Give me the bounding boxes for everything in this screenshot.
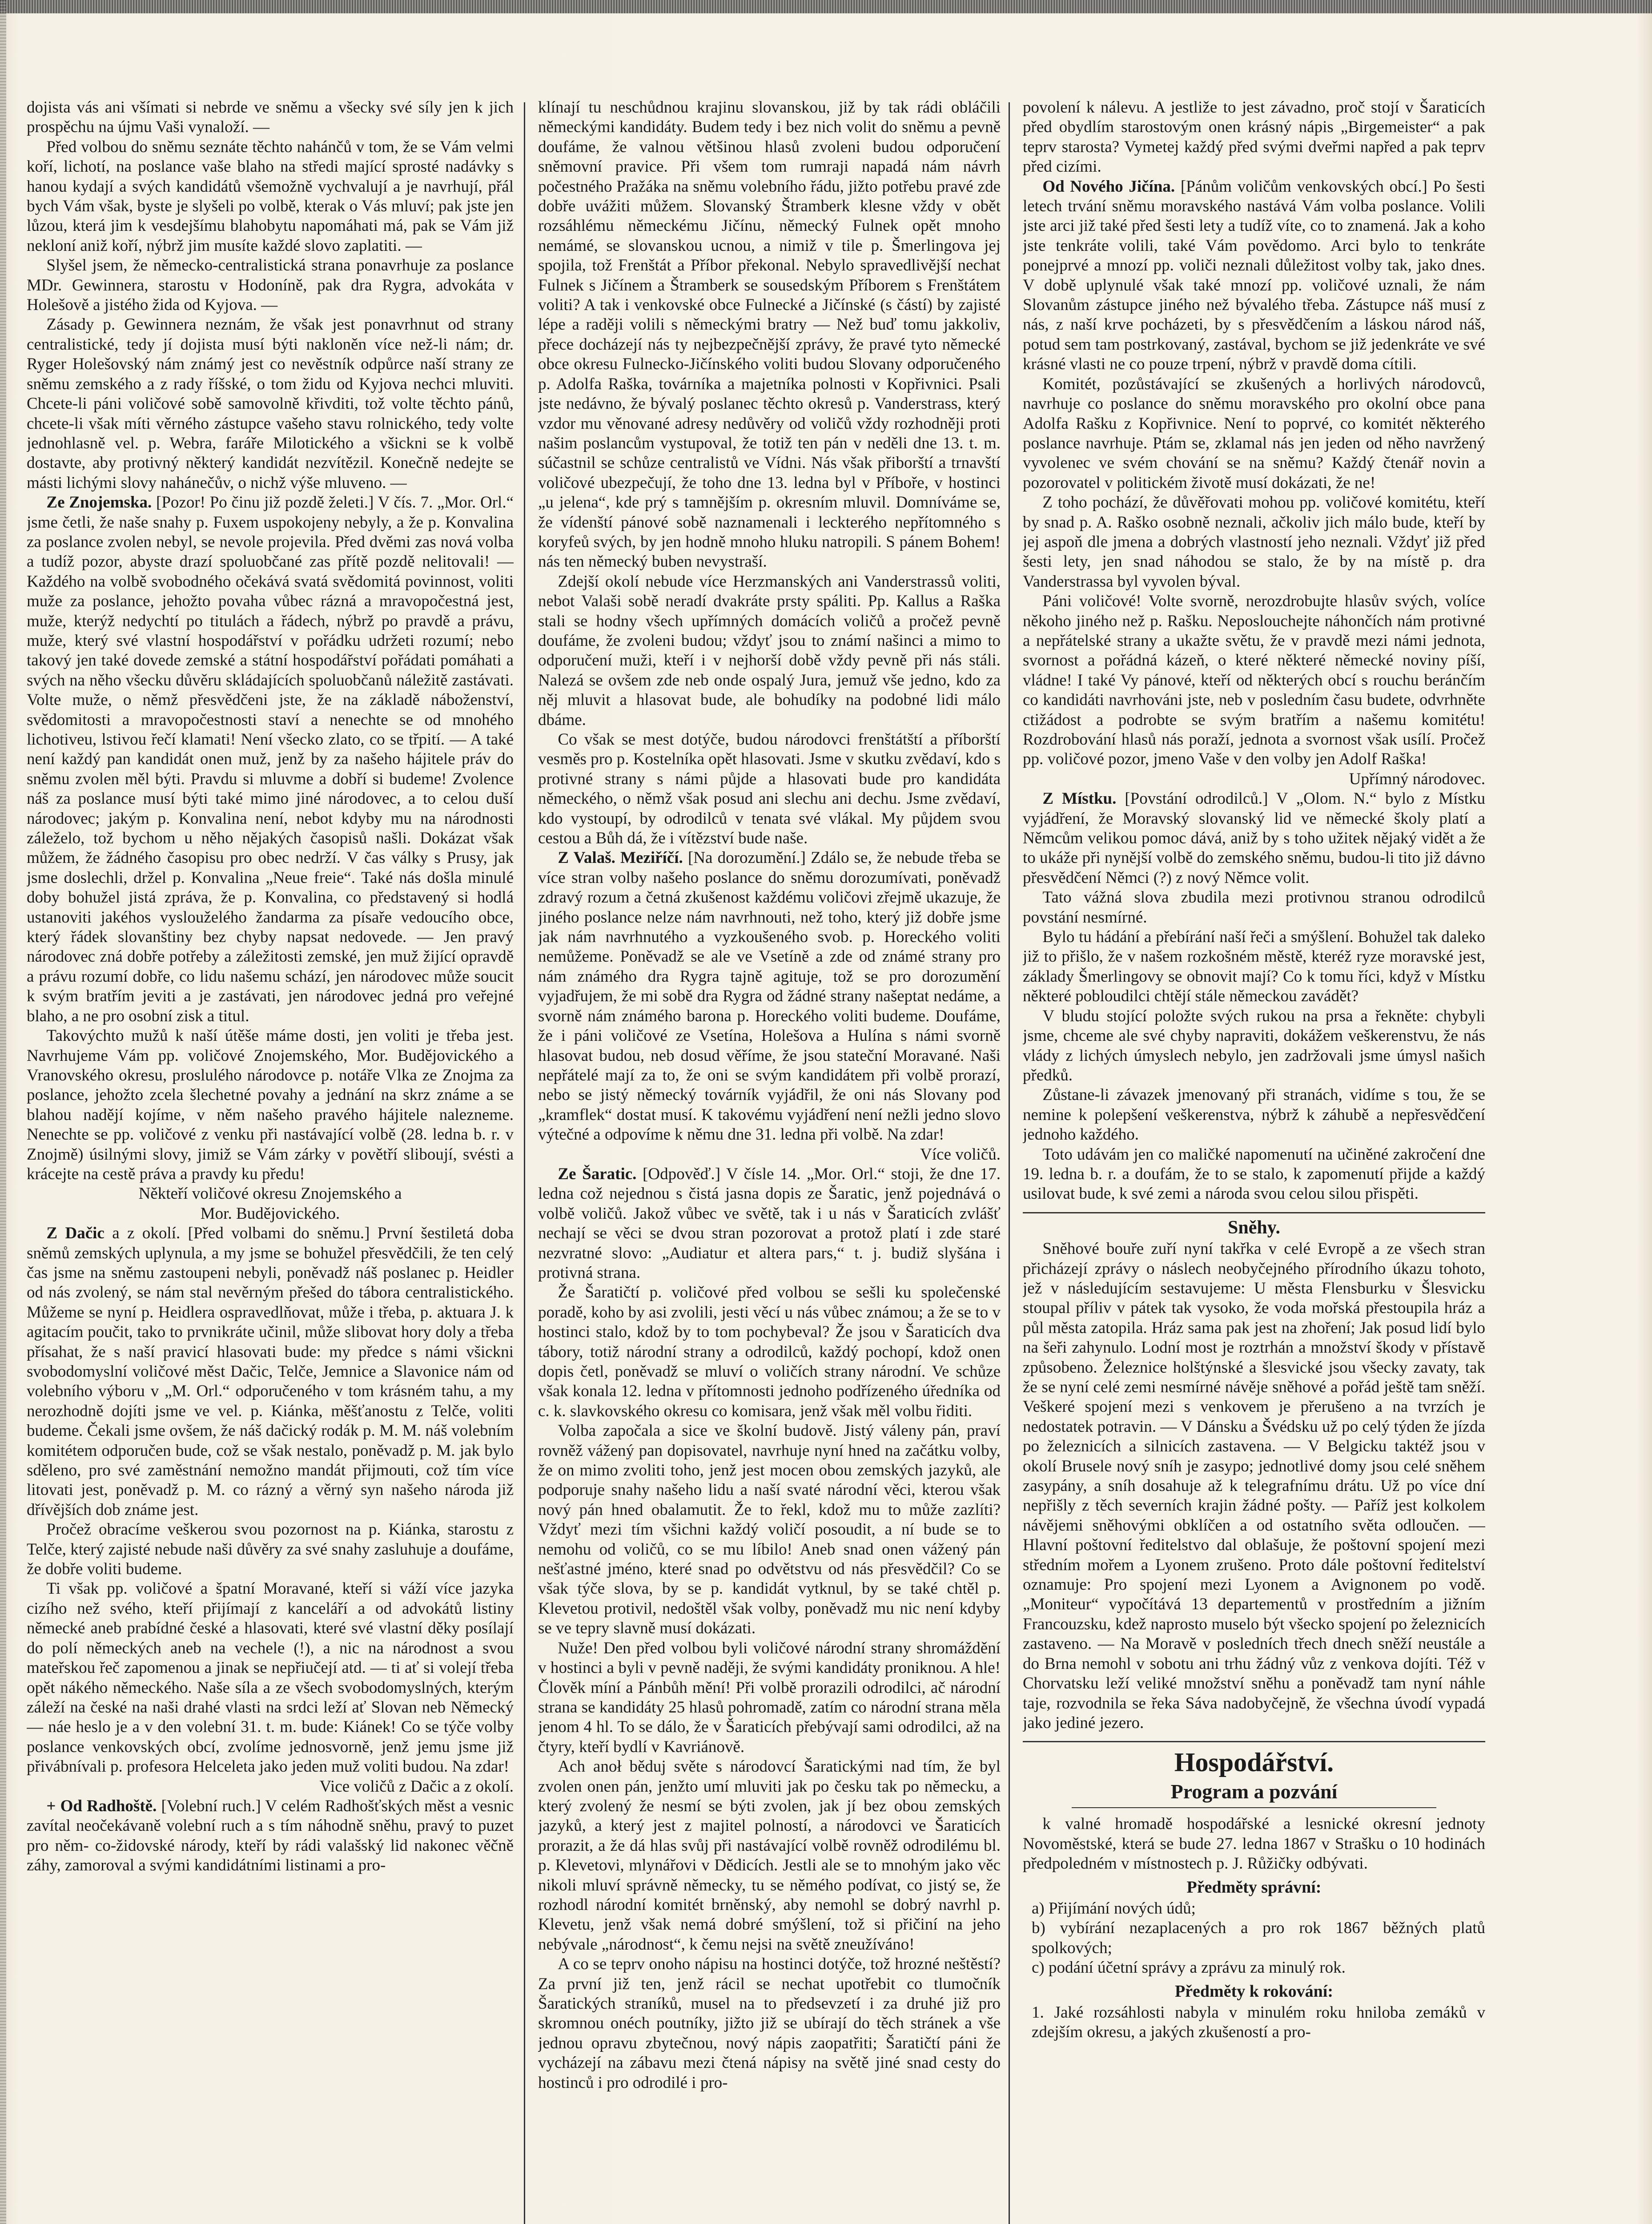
column-3 (1023, 98, 1485, 2224)
article-tag: a z okolí. [Před volbami do sněmu.] (112, 1224, 370, 1243)
paragraph: Zdejší okolí nebude více Herzmanských ani Vanderstrassů voliti, nebot Valaši sobě neradí dvakráte prsty spáliti. Pp. Kallus a Raška stali se hodny všech upřímných domácích voličů a pročež pevně doufáme, že zvoleni budou; vždyť jsou to známí našinci a mimo to odporučení muži, kteří i v nejhorší době vždy pevně při nás stáli. Nalezá se ovšem zde neb onde ospalý Jura, jemuž vše jedno, kdo za něj mluvit a hlasovat bude, ale bohudíky na podobné lidi málo dbáme. (538, 572, 1001, 729)
list-item: c) podání účetní správy a zprávu za minulý rok. (1032, 1958, 1346, 1977)
paragraph: Sněhové bouře zuří nyní takřka v celé Evropě a ze všech stran přicházejí zprávy o náslech neobyčejného přírodního úkazu tohoto, jež v následujícím sestavujeme: U města Flensburku v Šlesvicku stoupal příliv v pátek tak vysoko, že voda mořská přestoupila hráz a půl města zatopila. Hráz sama pak jest na zhoření; Jak posud lidí bylo na šeři zahynulo. Lodní most je roztrhán a množství škody v přístavě způsobeno. Železnice holštýnské a šlesvické jsou všecky zavaty, tak že se nyní celé zemi nesmírné návěje sněhové a pořád ještě tam sněží. Veškeré spojení mezi s venkovem je přerušeno a na tvrzích je nedostatek potravin. — V Dánsku a Švédsku už po celý týden že jízda po železnicích a silnicích zastavena. — V Belgicku taktéž jsou v okolí Brusele nový sníh je zasypo; jednotlivé domy jsou celé sněhem zasypány, a sníh dosahuje až k telegrafnímu drátu. Už po více dní nepřišly z těch severních krajin žádné pošty. — Paříž jest kolkolem návějemi sněhovými obklíčen a od ostatního světa odloučen. — Hlavní poštovní ředitelstvo dal oblašuje, že poštovní spojení mezi středním mořem a Lyonem zrušeno. Proto dále poštovní ředitelství oznamuje: Pro spojení mezi Lyonem a Avignonem po vodě. „Moniteur“ vypočítává 13 departementů v prostředním a jižním Francouzsku, kdež naprosto muselo být všecko spojení po železnicích zastaveno. — Na Moravě v posledních třech dnech sněží neustále a do Brna nemohl v sobotu ani trhu žádný vůz z venkova dojíti. Též v Chorvatsku leží veliké množství sněhu a poněvadž tam nyní náhle taje, rozvodnila se řeka Sáva nadobyčejně, že všechna úvodí vypadá jako jediné jezero. (1023, 1240, 1485, 1732)
paragraph: Bylo tu hádání a přebírání naší řeči a smýšlení. Bohužel tak daleko již to přišlo, že v našem rozkošném městě, kteréž ryze moravské jest, základy Šmerlingovy se obnovit mají? Co k tomu říci, když v Místku některé pobloudilci chtějí stále německou zavádět? (1023, 928, 1485, 1006)
paragraph: Zásady p. Gewinnera neznám, že však jest ponavrhnut od strany centralistické, tedy jí dojista musí býti nakloněn více než-li nám; dr. Ryger Holešovský nám známý jest co nevěstník odpůrce naší strany ze sněmu zemského a z rady říšské, o tom židu od Kyjova nechci mluviti. Chcete-li páni voličové sobě samovolně křivditi, tož volte těchto pánů, chcete-li však míti věrného zástupce vašeho stavu rolnického, tedy volte jednohlasně vel. p. Webra, faráře Milotického a všickni se k volbě dostavte, aby protivný některý kandidát nezvítězil. Konečně nedejte se másti lichými slovy nahánečův, o nichž výše mluveno. — (27, 315, 514, 492)
paragraph: Pročež obracíme veškerou svou pozornost na p. Kiánka, starostu z Telče, který zajisté nebude naši důvěry za své snahy zasluhuje a doufáme, že dobře voliti budeme. (27, 1520, 514, 1579)
article-tag: [Odpověď.] (643, 1164, 721, 1183)
article-novy-jicin (1023, 177, 1485, 375)
article-heading: Z Dačic (46, 1224, 105, 1243)
paragraph: Komitét, pozůstávající se zkušených a horlivých národovců, navrhuje co poslance do sněmu moravského pro okolní obce pana Adolfa Rašku z Kopřivnice. Není to poprvé, co komitét některého poslance navrhuje. Ptám se, zklamal nás jen jeden od něho navržený vyvolenec ve svém chování se na sněmu? Každý čtenář novin a pozorovatel v politickém životě musí dokázati, že ne! (1023, 375, 1485, 492)
article-tag: [Na dorozumění.] (687, 849, 806, 867)
paragraph: Že Šaratičtí p. voličové před volbou se sešli ku společenské poradě, koho by asi zvolili, jesti věcí u nás vůbec známou; a že se to v hostinci stalo, kdož by to tom pochybeval? Že jsou v Šaraticích dva tábory, totiž národní strany a odrodilců, každý pochopí, kdož onen dopis četl, poněvadž se mluví o voličích strany národní. Ve schůze však konala 12. ledna v přítomnosti jednoho podřízeného úředníka od c. k. slavkovského okresu co komisara, jenž však měl volbu řiditi. (538, 1283, 1001, 1420)
signature: Upřímný národovec. (1349, 770, 1485, 788)
section-heading-hospodarstvi: Hospodářství. (1174, 1748, 1334, 1777)
paragraph: Z toho pochází, že důvěřovati mohou pp. voličové komitétu, kteří by snad p. A. Raško osobně neznali, ačkoliv jich málo bude, kteří by jej aspoň dle jmena a dobrých vlastností jeho neznali. Vždyť již před šesti lety, jen snad náhodou se stalo, že by na místě p. dra Vanderstrassa byl vyvolen býval. (1023, 493, 1485, 591)
signature: Vice voličů z Dačic a z okolí. (319, 1777, 514, 1796)
article-dacice (27, 1224, 514, 1520)
column-rule-2 (1009, 102, 1010, 2224)
section-divider (1072, 1807, 1436, 1808)
signature-line: Mor. Budějovického. (200, 1204, 340, 1223)
paragraph: Slyšel jsem, že německo-centralistická strana ponavrhuje za poslance MDr. Gewinnera, starostu v Hodoníně, pak dra Rygra, advokáta v Holešově a jistého žida od Kyjova. — (27, 256, 514, 314)
column-1 (27, 98, 514, 2224)
paragraph: povolení k nálevu. A jestliže to jest závadno, proč stojí v Šaraticích před obydlím starostovým onen krásný nápis „Birgemeister“ a pak teprv starosta? Vymetej každý před svými dveřmi napřed a pak teprv před cizími. (1023, 98, 1485, 176)
article-body: Po šesti letech trvání sněmu moravského nastává Vám volba poslance. Volili jste arci již také před šesti lety a tudíž víte, co to znamená. Jak a koho jste tenkráte volili, také Vám povědomo. Arci bylo to tenkráte ponejprvé a mnozí pp. voliči neznali důležitost volby tak, jako dnes. V době uplynulé však také mnozí pp. voličové uznali, že nám Slovanům zástupce jiného než bývalého třeba. Zástupce náš musí z nás, z naší krve pocházeti, by s přesvědčením a láskou národ náš, potud sem tam postrkovaný, zastával, bychom se již jedenkráte ve své krásné vlasti ne co pouze trpení, nýbrž v pravdě doma cítili. (1023, 177, 1485, 374)
section-heading-snehy: Sněhy. (1228, 1217, 1280, 1238)
paragraph: V bludu stojící položte svých rukou na prsa a řekněte: chybyli jsme, chceme ale své chyby napraviti, dokážem veškerenstvu, že nás vlády z lichých úmyslech nebylo, jen zadržovali jsme úmysl našich předků. (1023, 1007, 1485, 1084)
article-body: Zdálo se, že nebude třeba se více stran volby našeho poslance do sněmu dorozumívati, poněvadž zdravý rozum a četná zkušenost každému voličovi zřejmě ukazuje, že jiného poslance nelze nám navrhnouti, než toho, který již dobře jsme jak nám navrhnutého a vyzkoušeného svob. p. Horeckého voliti nemůžeme. Poněvadž se ale ve Vsetíně a zde od známé strany pro nám známého dra Rygra tajně agituje, tož se pro dorozumění vyjadřujem, že mi sobě dra Rygra od žádné strany našeptat nedáme, a svorně nám známého barona p. Horeckého voliti budeme. Doufáme, že i páni voličové ze Vsetína, Holešova a Hulína s námi svorně hlasovat budou, neb dosud věříme, že jsou stateční Moravané. Naši nepřátelé mají za to, že oni se svým kandidátem při volbě prorazí, nebo se jistý německý továrník vyjádřil, že oni nás Slovany pod „kramflek“ dostat musí. K takovému vyjádření není nežli jedno slovo výtečné a odpovíme k němu dne 31. ledna při volbě. Na zdar! (538, 849, 1001, 1144)
article-body: V celém Radhošťských měst a vesnic zavítal neočekávaně volební ruch a s tím náhodně sněhu, pravý to puzet pro něm- co-židovské národy, kteří by rádi valašský lid nakonec věčně záhy, zamoroval a svými kandidátními listinami a pro- (27, 1797, 514, 1875)
signature: Více voličů. (920, 1145, 1001, 1164)
signature-line: Někteří voličové okresu Znojemského a (138, 1185, 402, 1203)
article-heading: Ze Šaratic. (558, 1164, 637, 1183)
list-item: 1. Jaké rozsáhlosti nabyla v minulém roku hniloba zemáků v zdejším okresu, a jakých zkušeností a pro- (1032, 2003, 1485, 2042)
paragraph: Nuže! Den před volbou byli voličové národní strany shromáždění v hostinci a byli v pevně naději, že svými kandidáty proniknou. A hle! Člověk míní a Pánbůh mění! Při volbě prorazili odrodilci, ač národní strana se kandidáty 25 hlasů pohromadě, zatím co národní strana měla jenom 4 hl. To se dálo, že v Šaraticích přebývají sami odrodilci, až na čtyry, kteří bydlí v Kavriánově. (538, 1639, 1001, 1756)
list-item: b) vybírání nezaplacených a pro rok 1867 běžných platů spolkových; (1032, 1919, 1485, 1957)
section-divider (1023, 1212, 1485, 1213)
paragraph: k valné hromadě hospodářské a lesnické okresní jednoty Novoměstské, která se bude 27. ledna 1867 v Strašku o 10 hodinách předpoledném v místnostech p. J. Růžičky odbývati. (1023, 1815, 1485, 1873)
column-rule-1 (524, 102, 525, 2224)
subheading: Předměty k rokování: (1174, 1982, 1334, 2001)
paragraph: Toto udávám jen co maličké napomenutí na učiněné zakročení dne 19. ledna b. r. a doufám, že to se stalo, k zapomenutí přijde a každý usilovat bude, k své zemi a národa svou celou silou přispěti. (1023, 1145, 1485, 1203)
article-body: V „Olom. N.“ bylo z Místku vyjádření, že Moravský slovanský lid ve německé školy platí a Němcům velikou pomoc dává, aniž by s toho užitek nějaký vidět a že to ukáže při nynější volbě do zemského sněmu, budou-li tito již dávno přesvědčení Němci (?) z nový Němce volit. (1023, 790, 1485, 887)
paragraph: Ti však pp. voličové a špatní Moravané, kteří si váží více jazyka cizího než svého, kteří přijímají z kanceláří a od advokátů listiny německé aneb prabídné české a hlasovati, které své vlastní děky posílají do polí německých aneb na vechele (!), a nic na národnost a svou mateřskou řeč zapomenou a jinak se nepřiučejí atd. — ti ať si volejí třeba opět nákého německého. Naše síla a ze všech svobodomyslných, kterým záleží na české na naši drahé vlasti na srdci leží ať Slovan neb Německý — náe heslo je a v den volební 31. t. m. bude: Kiánek! Co se týče volby poslance venkovských obcí, zvolíme jednosvorně, jenž jemu jsme již přivábnívali p. profesora Helceleta jako jeden muž voliti budou. Na zdar! (27, 1579, 514, 1776)
subheading: Předměty správní: (1186, 1878, 1322, 1897)
scan-top-edge (0, 0, 1652, 13)
paragraph: klínají tu neschůdnou krajinu slovanskou, již by tak rádi obláčili německými kandidáty. Budem tedy i bez nich volit do sněmu a pevně doufáme, že valnou většinou hlasů zvoleni budou odporučení sněmovní pravice. Při všem tom rumraji napadá nám návrh počestného Pražáka na sněmu volebního řádu, jižto potřebu pravé zde dobře uvážiti můžem. Slovanský Štramberk klesne vždy v obět rozsáhlému německému Jičínu, německý Fulnek opět mnoho nemámé, se slovanskou ucnou, a nimiž v tile p. Šmerlingova jej spojila, tož Frenštát a Příbor překonal. Nebylo spravedlivější nechat Fulnek s Jičínem a Štramberk se sousedským Příborem s Frenštátem voliti? A tak i venkovské obce Fulnecké a Jičínské (s částí) by zajisté lépe a raději volili s německými bratry — Než buď tomu jakkoliv, přece docházejí nás ty nejbezpečnější zprávy, že pravé tyto německé obce okresu Fulnecko-Jičínského voliti budou Slovany odporučeného p. Adolfa Raška, továrníka a majetníka polnosti v Kopřivnici. Psali jste nedávno, že bývalý poslanec těchto okresů p. Vanderstrass, který vzdor mu věnované adresy nedůvěry od voličů vždy rozhodněji proti našim poslancům vystupoval, že totiž ten pán v neděli dne 13. t. m. súčastnil se schůze centralistů ve Vídni. Nás však přiborští a trnavští voličové ubezpečují, že toho dne 13. ledna byl v Příboře, v hostinci „u jelena“, kde prý s tamnějším p. okresním mluvil. Domníváme se, že vídenští pánové sobě naznamenali i leckterého nepřítomného s koryfeů svých, by jen hodně mnoho hluku natropili. S pánem Bohem! nás ten německý buben nevystraší. (538, 98, 1001, 571)
article-saratice (538, 1164, 1001, 1283)
article-tag: [Volební ruch.] (161, 1797, 261, 1815)
list-item: a) Přijímání nových údů; (1032, 1899, 1196, 1918)
article-tag: [Pozor! Po činu již pozdě želeti.] (156, 493, 374, 512)
paragraph: Tato vážná slova zbudila mezi protivnou stranou odrodilců povstání nesmírné. (1023, 888, 1485, 927)
article-valasske-mezirici (538, 848, 1001, 1144)
article-heading: Od Nového Jičína. (1042, 177, 1175, 196)
paragraph: Před volbou do sněmu seznáte těchto nahánčů v tom, že se Vám velmi koří, lichotí, na poslance vaše blaho na středi mající sprosté nadávky s hanou kydají a svých kandidátů všemožně vychvalují a je navrhují, přál bych Vám však, byste je slyšeli po volbě, kterak o Vás mluví; pak jste jen lůzou, která jim k vesdejšímu blahobytu napomáhati má, pak se Vám již nekloní aniž koří, nýbrž jim musíte každé slovo zaplatiti. — (27, 137, 514, 255)
article-body: V čís. 7. „Mor. Orl.“ jsme četli, že naše snahy p. Fuxem uspokojeny nebyly, a že p. Konvalina za poslance zvolen nebyl, se nevole projevila. Před dvěmi zas nová volba a tudíž pozor, abyste drazí spoluobčané zas přítě pozdě nelitovali! — Každého na volbě svobodného očekává svatá svědomitá povinnost, voliti muže za poslance, jehožto povaha vůbec rázná a mravopočestná jest, muže, kterýž nedychtí po titulách a řádech, nýbrž po pravdě a právu, muže, který své vlastní hospodářství v pořádku udržeti rozumí; nebo takový jen také dovede zemské a státní hospodářství pořádati pomáhati a svých na něho všecku důvěru skládajících spoluobčanů náležitě zastávati. Volte muže, o němž přesvědčeni jste, že na základě náboženství, svědomitosti a mravopočestnosti staví a nenechte se od mnohého lichotiveu, lstivou řečí klamati! Není všecko zlato, co se třpití. — A také není každý pan kandidát onen muž, jenž by za našeho hájitele práv do sněmu zvolen měl býti. Pravdu si mluvme a dobří si budeme! Zvolence náš za poslance musí býti také mimo jiné národovec, a to celou duší národovec; jakým p. Konvalina není, nebot kdyby mu na národnosti záleželo, tož bychom u něho nějakých časopisů našli. Dokázat však můžem, že žádného časopisu pro obec nedrží. V čas války s Prusy, jak jsme doslechli, držel p. Konvalina „Neue freie“. Také nás došla minulé doby bohužel jistá zpráva, že p. Konvalina, co představený si hodlá ustanoviti jakéhos vyslouželého žandarma za písaře vedoucího obce, který řádek slovanštiny bez chyby napsat nedovede. — Jen pravý národovec zná dobře potřeby a záležitosti zemské, jen muž žijící opravdě a právu rozumí dobře, co lidu našemu schází, jen národovec může soucit k svým bratřím jeviti a je zastávati, jen národovec jedná pro veřejné blaho, a ne pro osobní zisk a titul. (27, 493, 514, 1025)
article-znojmo (27, 493, 514, 1026)
article-body: V čísle 14. „Mor. Orl.“ stoji, že dne 17. ledna což nejednou s čistá jasna dopis ze Šaratic, jenž pojednává o volbě voličů. Jakož vůbec ve světě, tak i u nás v Šaraticích zvlášť nechají se věci se dvou stran pozorovat a protož platí i zde staré nezvratné slovo: „Audiatur et altera pars,“ t. j. budiž slyšána i protivná strana. (538, 1164, 1001, 1282)
article-radhost (27, 1797, 514, 1876)
paragraph: Páni voličové! Volte svorně, nerozdrobujte hlasův svých, volíce někoho jiného než p. Rašku. Neposlouchejte náhončích nám protivné a nepřátelské strany a ukažte světu, že v pravdě mezi námi jednota, svornost a pořádná kázeň, o které některé německé noviny píší, vládne! I také Vy pánové, kteří od některých obcí s rouchu beránčím co kandidáti navrhováni jste, neb v posledním času budete, odvrhněte ctižádost a podrobte se svým bratřím a našemu komitétu! Rozdrobování hlasů nás poraží, jednota a svornost však usílí. Pročež pp. voličové pozor, jmeno Vaše v den volby jen Adolf Raška! (1023, 592, 1485, 769)
article-mistek (1023, 789, 1485, 888)
article-tag: [Pánům voličům venkovských obcí.] (1180, 177, 1427, 196)
article-tag: [Povstání odrodilců.] (1125, 790, 1268, 808)
article-heading: Z Místku. (1042, 790, 1117, 808)
paragraph: Ach anoł běduj světe s národovcí Šaratickými nad tím, že byl zvolen onen pán, jenžto umí mluviti jak po česku tak po německu, a který zvolený že nesmí se býti zvolen, jak jí bez obou zemských jazyků, a který jest z majitel polností, a národovci ve Šaraticích prorazit, a že dá hlas svůj při nastávající volbě rovněž odrodilému bl. p. Klevetovi, mlynářovi v Dědicích. Jestli ale se to mnohým jako věc nikoli mluví správně německy, tu se němého podívat, co jistý se, že rozhodl národní komitét brněnský, aby nemohl se dobrý navrhl p. Klevetu, jenž však nemá dobré smýšlení, tož si přičiní na jeho nebývale „národnost“, k čemu nejsi na světě zneužíváno! (538, 1757, 1001, 1954)
paragraph: Co však se mest dotýče, budou národovci frenštátští a příborští vesměs pro p. Kostelníka opět hlasovati. Jsme v skutku zvědaví, kdo s protivné strany s námi půjde a hlasovati bude pro kandidáta německého, o němž však posud ani slechu ani dechu. Jsme zvědaví, kdo vystoupí, by odrodilců v tenata své vlákal. My půjdem svou cestou a Bůh dá, že i vítězství bude naše. (538, 730, 1001, 848)
paragraph: Volba započala a sice ve školní budově. Jistý váleny pán, praví rovněž vážený pan dopisovatel, navrhuje nyní hned na začátku volby, že on mimo zvoliti toho, jenž jest mocen obou zemských jazyků, ale podporuje snahy našeho lidu a naší svaté národní věci, kterou však nový pán hned obalamutit. Že to řekl, kdož mu to může zazlíti? Vždyť mezi tím všichni každý voličí posoudit, a ní bude se to nemohu od voličů, co se mu líbilo! Aneb snad onen vážený pán nešťastné jméno, které snad po odvětstvu od nás přesvědčil? Co se však týče slova, by se p. kandidát vytknul, by se také chtěl p. Klevetou protivil, nedoštěl však volby, poněvadž mu nic není kdyby se ve tepry slavně musí dokázati. (538, 1422, 1001, 1638)
paragraph: A co se teprv onoho nápisu na hostinci dotýče, tož hrozné neštěstí? Za první již ten, jenž rácil se nechat upotřebit co tlumočník Šaratických straníků, musel na to předsevzetí i za druhé již pro skromnou onéch poutníky, jižto již se ubírají do těch stránek a vše jednou opravu zbytečnou, nový nápis zaopatřiti; Šaratičtí páni že vycházejí na zábavu mezi čtená nápisy na světě jiné snad cesty do hostinců i pro odrodilé i pro- (538, 1955, 1001, 2092)
section-divider (1023, 1741, 1485, 1742)
article-body: První šestiletá doba sněmů zemských uplynula, a my jsme se bohužel přesvědčili, že ten celý čas jsme na sněmu zastoupeni nebyli, poněvadž náš poslanec p. Heidler od nás zvolený, se nám stal nevěrným přešed do tábora centralistického. Můžeme se nyní p. Heidlera ospravedlňovat, může i třeba, p. aktuara J. k agitacím poučit, tako to prvnikráte učinil, může slibovat hory doly a třeba přísahat, že s naší pravicí hlasovati bude: my předce s námi všickni svobodomyslní voličové měst Dačic, Telče, Jemnice a Slavonice nám od volebního výboru v „M. Orl.“ odporučeného v tom krásném tahu, a my nerozhodně dojíti jsme ve vel. p. Kiánka, měšťanostu z Telče, voliti budeme. Čekali jsme ovšem, že náš dačický rodák p. M. M. náš volebním komitétem odporučen bude, což se však nestalo, poněvadž p. M. jak bylo sděleno, pro své zaměstnání nemožno mandát přijmouti, což tím více litovati jest, poněvadž p. M. co rázný a věrný syn našeho národa již dřívějších dob známe jest. (27, 1224, 514, 1519)
article-heading: Ze Znojemska. (46, 493, 152, 512)
article-heading: + Od Radhoště. (46, 1797, 157, 1815)
paragraph: Takovýchto mužů k naší útěše máme dosti, jen voliti je třeba jest. Navrhujeme Vám pp. voličové Znojemského, Mor. Budějovického a Vranovského okresu, proslulého národovce p. notáře Vlka ze Znojma za poslance, jehožto zcela šlechetné povahy a jednání na skrz známe a se blahou nadějí kojíme, v něm našeho pravého hájitele nalezneme. Nenechte se pp. voličové z venku při nastávající volbě (28. ledna b. r. v Znojmě) úsilnými slovy, jimiž se Vám zárky v povětří sliboují, svésti a krácejte na cestě práva a pravdy ku předu! (27, 1027, 514, 1183)
paragraph: dojista vás ani všímati si nebrde ve sněmu a všecky své síly jen k jich prospěchu na újmu Vaši vynaloží. — (27, 98, 514, 137)
scan-left-edge (0, 0, 6, 2224)
paragraph: Zůstane-li závazek jmenovaný při stranách, vidíme s tou, že se nemine k polepšení veškerenstva, nýbrž k záhubě a nepřesvědčení jednoho každého. (1023, 1086, 1485, 1144)
article-heading: Z Valaš. Meziříčí. (558, 849, 683, 867)
column-2 (538, 98, 1001, 2224)
program-heading: Program a pozvání (1170, 1780, 1338, 1803)
